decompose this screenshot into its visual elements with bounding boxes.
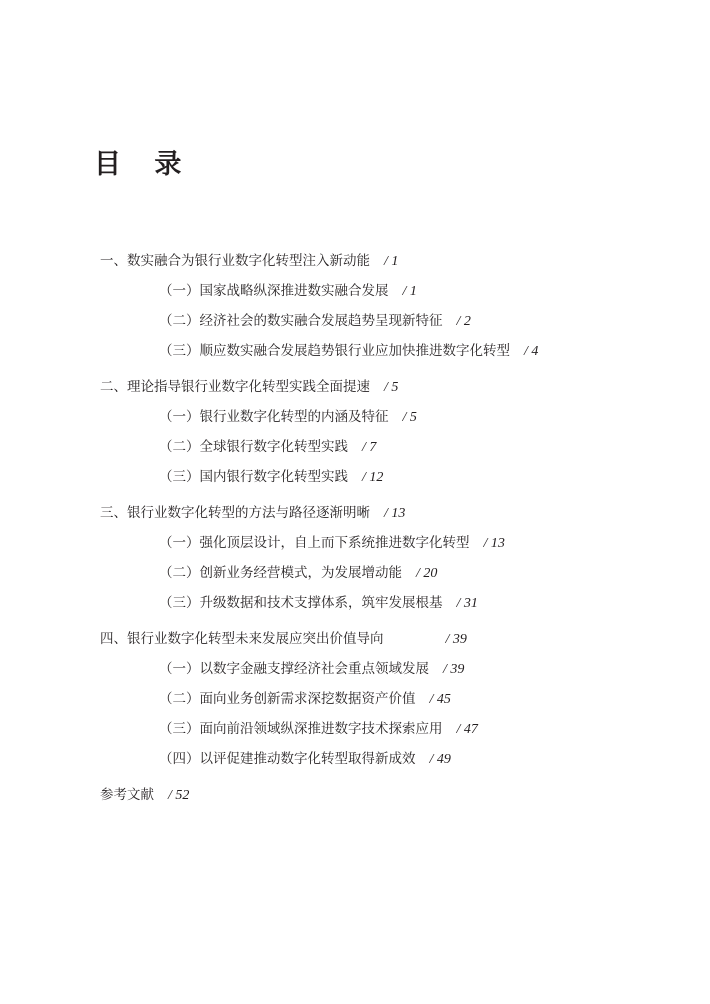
toc-entry-section-2[interactable] bbox=[100, 377, 398, 398]
toc-entry-page: / 45 bbox=[429, 692, 451, 707]
toc-entry-section-1-2[interactable] bbox=[159, 311, 471, 332]
toc-entry-label: （二）经济社会的数实融合发展趋势呈现新特征 bbox=[159, 313, 443, 329]
toc-entry-label: （一）强化顶层设计，自上而下系统推进数字化转型 bbox=[159, 535, 470, 551]
toc-entry-page: / 1 bbox=[384, 254, 399, 269]
toc-entry-section-1-1[interactable] bbox=[159, 281, 417, 302]
toc-entry-page: / 52 bbox=[168, 788, 190, 803]
toc-entry-section-4-4[interactable] bbox=[159, 749, 451, 770]
toc-entry-label: （三）国内银行数字化转型实践 bbox=[159, 469, 348, 485]
toc-entry-section-4-2[interactable] bbox=[159, 689, 451, 710]
toc-entry-page: / 7 bbox=[362, 440, 377, 455]
toc-entry-label: （二）全球银行数字化转型实践 bbox=[159, 439, 348, 455]
toc-entry-label: （三）面向前沿领域纵深推进数字技术探索应用 bbox=[159, 721, 443, 737]
toc-entry-section-3-3[interactable] bbox=[159, 593, 478, 614]
toc-entry-page: / 39 bbox=[445, 632, 467, 647]
toc-entry-section-2-1[interactable] bbox=[159, 407, 417, 428]
toc-entry-page: / 12 bbox=[362, 470, 384, 485]
toc-entry-section-2-3[interactable] bbox=[159, 467, 383, 488]
toc-entry-label: 参考文献 bbox=[100, 787, 154, 803]
toc-entry-page: / 1 bbox=[402, 284, 417, 299]
toc-entry-label: （四）以评促建推动数字化转型取得新成效 bbox=[159, 751, 416, 767]
toc-entry-label: 四、银行业数字化转型未来发展应突出价值导向 bbox=[100, 631, 384, 647]
toc-entry-section-3-2[interactable] bbox=[159, 563, 437, 584]
toc-entry-label: （二）面向业务创新需求深挖数据资产价值 bbox=[159, 691, 416, 707]
toc-entry-section-4[interactable] bbox=[100, 629, 467, 650]
toc-entry-page: / 20 bbox=[416, 566, 438, 581]
toc-entry-page: / 5 bbox=[384, 380, 399, 395]
toc-entry-label: 三、银行业数字化转型的方法与路径逐渐明晰 bbox=[100, 505, 370, 521]
toc-entry-section-3-1[interactable] bbox=[159, 533, 505, 554]
toc-entry-label: （三）顺应数实融合发展趋势银行业应加快推进数字化转型 bbox=[159, 343, 510, 359]
toc-entry-label: （一）以数字金融支撑经济社会重点领域发展 bbox=[159, 661, 429, 677]
toc-entry-label: 一、数实融合为银行业数字化转型注入新动能 bbox=[100, 253, 370, 269]
toc-entry-page: / 4 bbox=[524, 344, 539, 359]
toc-entry-page: / 13 bbox=[483, 536, 505, 551]
toc-entry-page: / 2 bbox=[456, 314, 471, 329]
toc-entry-section-4-1[interactable] bbox=[159, 659, 464, 680]
toc-entry-section-2-2[interactable] bbox=[159, 437, 376, 458]
toc-entry-page: / 47 bbox=[456, 722, 478, 737]
toc-entry-label: （一）银行业数字化转型的内涵及特征 bbox=[159, 409, 389, 425]
toc-entry-section-1[interactable] bbox=[100, 251, 398, 272]
toc-entry-section-1-3[interactable] bbox=[159, 341, 538, 362]
toc-entry-page: / 5 bbox=[402, 410, 417, 425]
page-title: 目 录 bbox=[94, 149, 194, 180]
toc-entry-page: / 49 bbox=[429, 752, 451, 767]
toc-entry-label: 二、理论指导银行业数字化转型实践全面提速 bbox=[100, 379, 370, 395]
toc-entry-section-4-3[interactable] bbox=[159, 719, 478, 740]
toc-entry-page: / 31 bbox=[456, 596, 478, 611]
toc-entry-references[interactable] bbox=[100, 785, 189, 806]
toc-entry-page: / 39 bbox=[443, 662, 465, 677]
toc-entry-label: （三）升级数据和技术支撑体系，筑牢发展根基 bbox=[159, 595, 443, 611]
toc-entry-label: （一）国家战略纵深推进数实融合发展 bbox=[159, 283, 389, 299]
toc-entry-page: / 13 bbox=[384, 506, 406, 521]
toc-entry-label: （二）创新业务经营模式，为发展增动能 bbox=[159, 565, 402, 581]
toc-entry-section-3[interactable] bbox=[100, 503, 405, 524]
